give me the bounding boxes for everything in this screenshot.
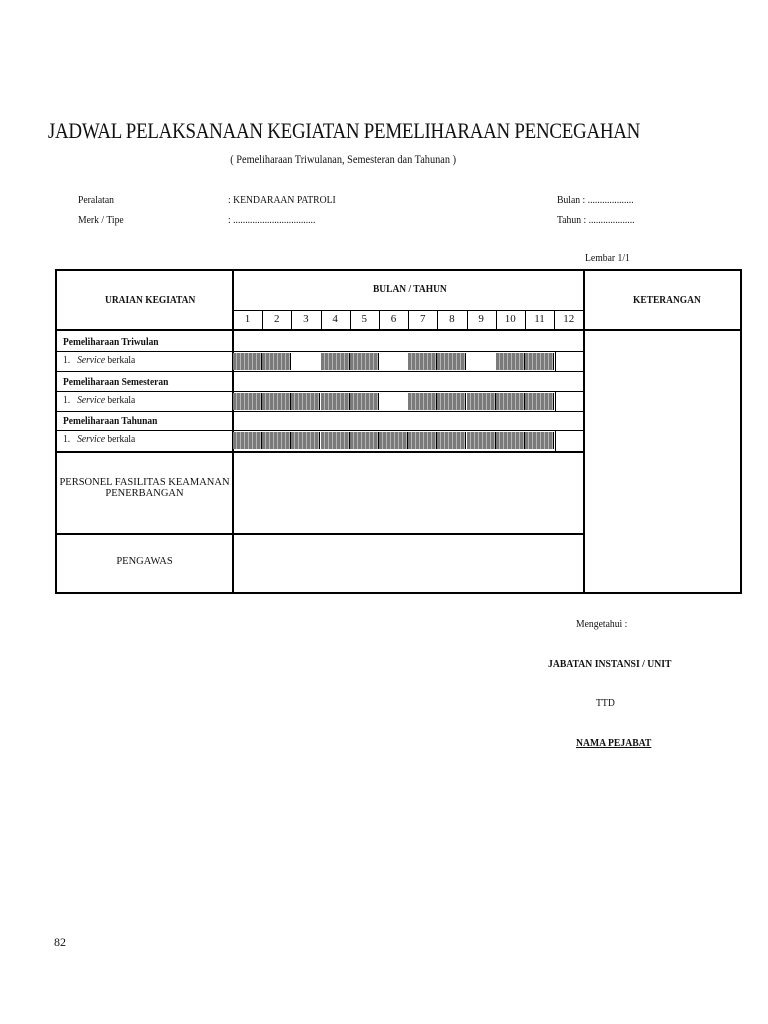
month-number: 10 — [504, 313, 516, 325]
schedule-bar — [321, 393, 350, 410]
personel-line2: PENERBANGAN — [105, 488, 184, 499]
schedule-bar — [437, 432, 466, 449]
sheet-number: Lembar 1/1 — [585, 252, 630, 264]
item-text: berkala — [105, 433, 136, 445]
page-title: JADWAL PELAKSANAAN KEGIATAN PEMELIHARAAN PENCEGAHAN — [47, 118, 641, 143]
item-italic: Service — [77, 394, 106, 406]
schedule-bar — [233, 353, 262, 370]
item-tahunan — [63, 433, 135, 445]
schedule-bar — [321, 432, 350, 449]
section-title-tahunan: Pemeliharaan Tahunan — [63, 415, 158, 427]
merk-label: Merk / Tipe — [78, 214, 124, 226]
schedule-bar — [408, 432, 437, 449]
peralatan-value: : KENDARAAN PATROLI — [228, 194, 336, 206]
col-bulan-header: BULAN / TAHUN — [373, 283, 447, 295]
jabatan-label: JABATAN INSTANSI / UNIT — [548, 658, 672, 670]
month-number: 7 — [419, 313, 426, 325]
schedule-bar — [262, 393, 291, 410]
month-number: 5 — [361, 313, 368, 325]
schedule-bar — [262, 353, 291, 370]
schedule-bar — [262, 432, 291, 449]
item-number: 1. — [63, 354, 71, 366]
item-triwulan — [63, 354, 135, 366]
schedule-bar — [496, 393, 525, 410]
ttd-label: TTD — [596, 697, 615, 709]
schedule-bar — [496, 432, 525, 449]
item-italic: Service — [77, 354, 106, 366]
merk-value: : .................................. — [228, 214, 316, 226]
schedule-bar — [350, 353, 379, 370]
schedule-bar — [437, 353, 466, 370]
month-number: 6 — [390, 313, 397, 325]
schedule-bar — [291, 432, 320, 449]
month-number: 8 — [449, 313, 455, 325]
schedule-bar — [408, 393, 437, 410]
section-title-triwulan: Pemeliharaan Triwulan — [63, 336, 159, 348]
col-uraian-header: URAIAN KEGIATAN — [105, 294, 196, 306]
mengetahui-label: Mengetahui : — [576, 618, 628, 630]
month-number: 2 — [273, 313, 280, 325]
schedule-table — [55, 269, 742, 594]
schedule-bar — [467, 393, 496, 410]
schedule-bar — [496, 353, 525, 370]
item-number: 1. — [63, 394, 71, 406]
item-number: 1. — [63, 433, 71, 445]
schedule-bar — [350, 393, 379, 410]
nama-pejabat: NAMA PEJABAT — [576, 737, 652, 749]
section-title-semesteran: Pemeliharaan Semesteran — [63, 376, 169, 388]
schedule-bar — [321, 353, 350, 370]
schedule-bar — [525, 432, 554, 449]
schedule-bar — [379, 432, 408, 449]
personel-label — [57, 477, 232, 499]
schedule-bar — [525, 353, 554, 370]
month-number: 11 — [534, 313, 545, 325]
schedule-bar — [291, 393, 320, 410]
col-keterangan-header: KETERANGAN — [633, 294, 701, 306]
page-subtitle: ( Pemeliharaan Triwulanan, Semesteran dan Tahunan ) — [230, 152, 457, 166]
schedule-bar — [233, 432, 262, 449]
schedule-bar — [233, 393, 262, 410]
page-number: 82 — [54, 935, 66, 949]
item-italic: Service — [77, 433, 106, 445]
month-number: 4 — [332, 313, 338, 325]
month-number: 12 — [563, 313, 575, 325]
month-number: 9 — [478, 313, 484, 325]
schedule-bar — [525, 393, 554, 410]
schedule-bar — [467, 432, 496, 449]
schedule-bar — [437, 393, 466, 410]
item-text: berkala — [105, 354, 136, 366]
tahun-field: Tahun : ................... — [557, 214, 635, 226]
personel-line1: PERSONEL FASILITAS KEAMANAN — [59, 477, 230, 488]
month-number: 1 — [244, 313, 251, 325]
schedule-bar — [408, 353, 437, 370]
item-text: berkala — [105, 394, 136, 406]
peralatan-label: Peralatan — [78, 194, 115, 206]
bulan-field: Bulan : ................... — [557, 194, 634, 206]
pengawas-label: PENGAWAS — [116, 556, 173, 567]
month-number: 3 — [303, 313, 309, 325]
schedule-bar — [350, 432, 379, 449]
item-semesteran — [63, 394, 135, 406]
